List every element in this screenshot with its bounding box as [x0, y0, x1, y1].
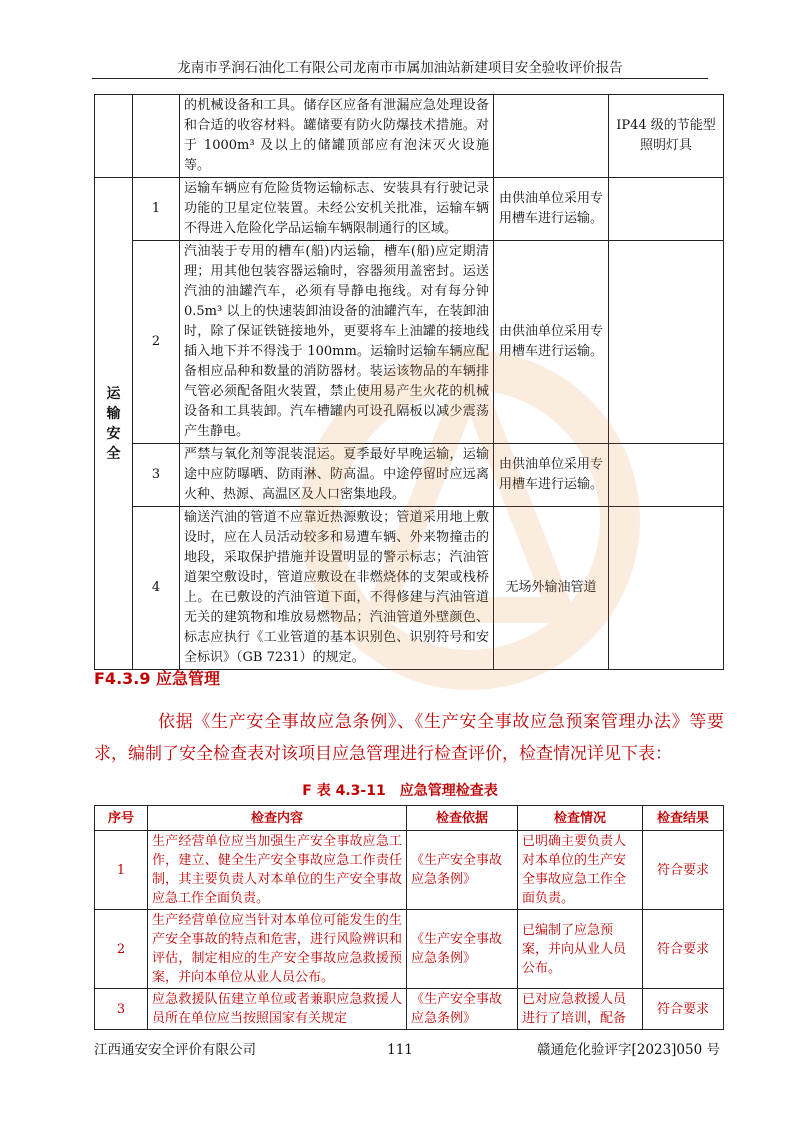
- basis-cell: 《生产安全事故应急条例》: [407, 910, 518, 989]
- header-basis: 检查依据: [407, 806, 518, 831]
- table-header-row: [95, 806, 724, 831]
- header-content: 检查内容: [148, 806, 407, 831]
- status-cell: 已编制了应急预案，并向从业人员公布。: [518, 910, 643, 989]
- result-cell-empty: [609, 241, 724, 444]
- num-cell: 3: [95, 989, 148, 1030]
- content-cell: 的机械设备和工具。储存区应备有泄漏应急处理设备和合适的收容材料。罐储要有防火防爆技术措施。对于 1000m³ 及以上的储罐顶部应有泡沫灭火设施等。: [180, 95, 494, 178]
- emergency-management-table: [94, 805, 724, 1030]
- basis-cell: 《生产安全事故应急条例》: [407, 831, 518, 910]
- basis-cell: 无场外输油管道: [494, 507, 609, 670]
- footer-company: 江西通安安全评价有限公司: [94, 1042, 256, 1058]
- table-caption: F 表 4.3-11 应急管理检查表: [302, 783, 498, 799]
- table-row: [95, 95, 724, 178]
- content-cell: 应急救援队伍建立单位或者兼职应急救援人员所在单位应当按照国家有关规定: [148, 989, 407, 1030]
- category-cell-empty: [95, 95, 133, 178]
- table-row: [95, 241, 724, 444]
- header-rule: [92, 78, 708, 79]
- result-cell: IP44 级的节能型照明灯具: [609, 95, 724, 178]
- num-cell: 4: [133, 507, 180, 670]
- num-cell: 2: [95, 910, 148, 989]
- result-cell: 符合要求: [643, 910, 724, 989]
- content-cell: 严禁与氧化剂等混装混运。夏季最好早晚运输，运输途中应防曝晒、防雨淋、防高温。中途停留时应远离火种、热源、高温区及人口密集地段。: [180, 444, 494, 507]
- basis-cell: 由供油单位采用专用槽车进行运输。: [494, 178, 609, 241]
- content-cell: 运输车辆应有危险货物运输标志、安装具有行驶记录功能的卫星定位装置。未经公安机关批准，运输车辆不得进入危险化学品运输车辆限制通行的区域。: [180, 178, 494, 241]
- num-cell: 3: [133, 444, 180, 507]
- page-number: 111: [387, 1042, 413, 1058]
- transport-safety-table: [94, 94, 724, 670]
- section-paragraph: 依据《生产安全事故应急条例》、《生产安全事故应急预案管理办法》等要求，编制了安全检查表对该项目应急管理进行检查评价，检查情况详见下表：: [94, 712, 724, 764]
- result-cell: 符合要求: [643, 831, 724, 910]
- content-cell: 生产经营单位应当加强生产安全事故应急工作，建立、健全生产安全事故应急工作责任制，其主要负责人对本单位的生产安全事故应急工作全面负责。: [148, 831, 407, 910]
- num-cell: 1: [95, 831, 148, 910]
- table-row: [95, 178, 724, 241]
- header-result: 检查结果: [643, 806, 724, 831]
- header-num: 序号: [95, 806, 148, 831]
- content-cell: 汽油装于专用的槽车(船)内运输，槽车(船)应定期清理；用其他包装容器运输时，容器须用盖密封。运送汽油的油罐汽车，必须有导静电拖线。对有每分钟 0.5m³ 以上的快速装卸油设备的油罐汽车，在装卸油时，除了保证铁链接地外，更要将车上油罐的接地线插入地下并不得浅于 100mm。运输时运输车辆应配备相应品种和数量的消防器材。装运该物品的车辆排气管必须配备阻火装置，禁止使用易产生火花的机械设备和工具装卸。汽车槽罐内可设孔隔板以减少震荡产生静电。: [180, 241, 494, 444]
- num-cell: 1: [133, 178, 180, 241]
- page-header: 龙南市孚润石油化工有限公司龙南市市属加油站新建项目安全验收评价报告: [177, 60, 623, 76]
- num-cell: 2: [133, 241, 180, 444]
- table-row: [95, 507, 724, 670]
- category-label: 运输安全: [106, 385, 121, 462]
- document-number: 赣通危化验评字[2023]050 号: [537, 1042, 720, 1058]
- result-cell-empty: [609, 444, 724, 507]
- table-row: [95, 831, 724, 910]
- result-cell-empty: [609, 507, 724, 670]
- content-cell: 生产经营单位应当针对本单位可能发生的生产安全事故的特点和危害，进行风险辨识和评估，制定相应的生产安全事故应急救援预案，并向本单位从业人员公布。: [148, 910, 407, 989]
- status-cell: 已明确主要负责人对本单位的生产安全事故应急工作全面负责。: [518, 831, 643, 910]
- result-cell: 符合要求: [643, 989, 724, 1030]
- category-cell: [95, 178, 133, 670]
- basis-cell: 由供油单位采用专用槽车进行运输。: [494, 444, 609, 507]
- header-status: 检查情况: [518, 806, 643, 831]
- section-heading: F4.3.9 应急管理: [94, 669, 221, 688]
- result-cell-empty: [609, 178, 724, 241]
- basis-cell: [494, 95, 609, 178]
- basis-cell: 《生产安全事故应急条例》: [407, 989, 518, 1030]
- basis-cell: 由供油单位采用专用槽车进行运输。: [494, 241, 609, 444]
- content-cell: 输送汽油的管道不应靠近热源敷设；管道采用地上敷设时，应在人员活动较多和易遭车辆、外来物撞击的地段，采取保护措施并设置明显的警示标志；汽油管道架空敷设时，管道应敷设在非燃烧体的支架或栈桥上。在已敷设的汽油管道下面，不得修建与汽油管道无关的建筑物和堆放易燃物品；汽油管道外壁颜色、标志应执行《工业管道的基本识别色、识别符号和安全标识》（GB 7231）的规定。: [180, 507, 494, 670]
- table-row: [95, 910, 724, 989]
- num-cell-empty: [133, 95, 180, 178]
- table-row: [95, 989, 724, 1030]
- status-cell: 已对应急救援人员进行了培训，配备: [518, 989, 643, 1030]
- table-row: [95, 444, 724, 507]
